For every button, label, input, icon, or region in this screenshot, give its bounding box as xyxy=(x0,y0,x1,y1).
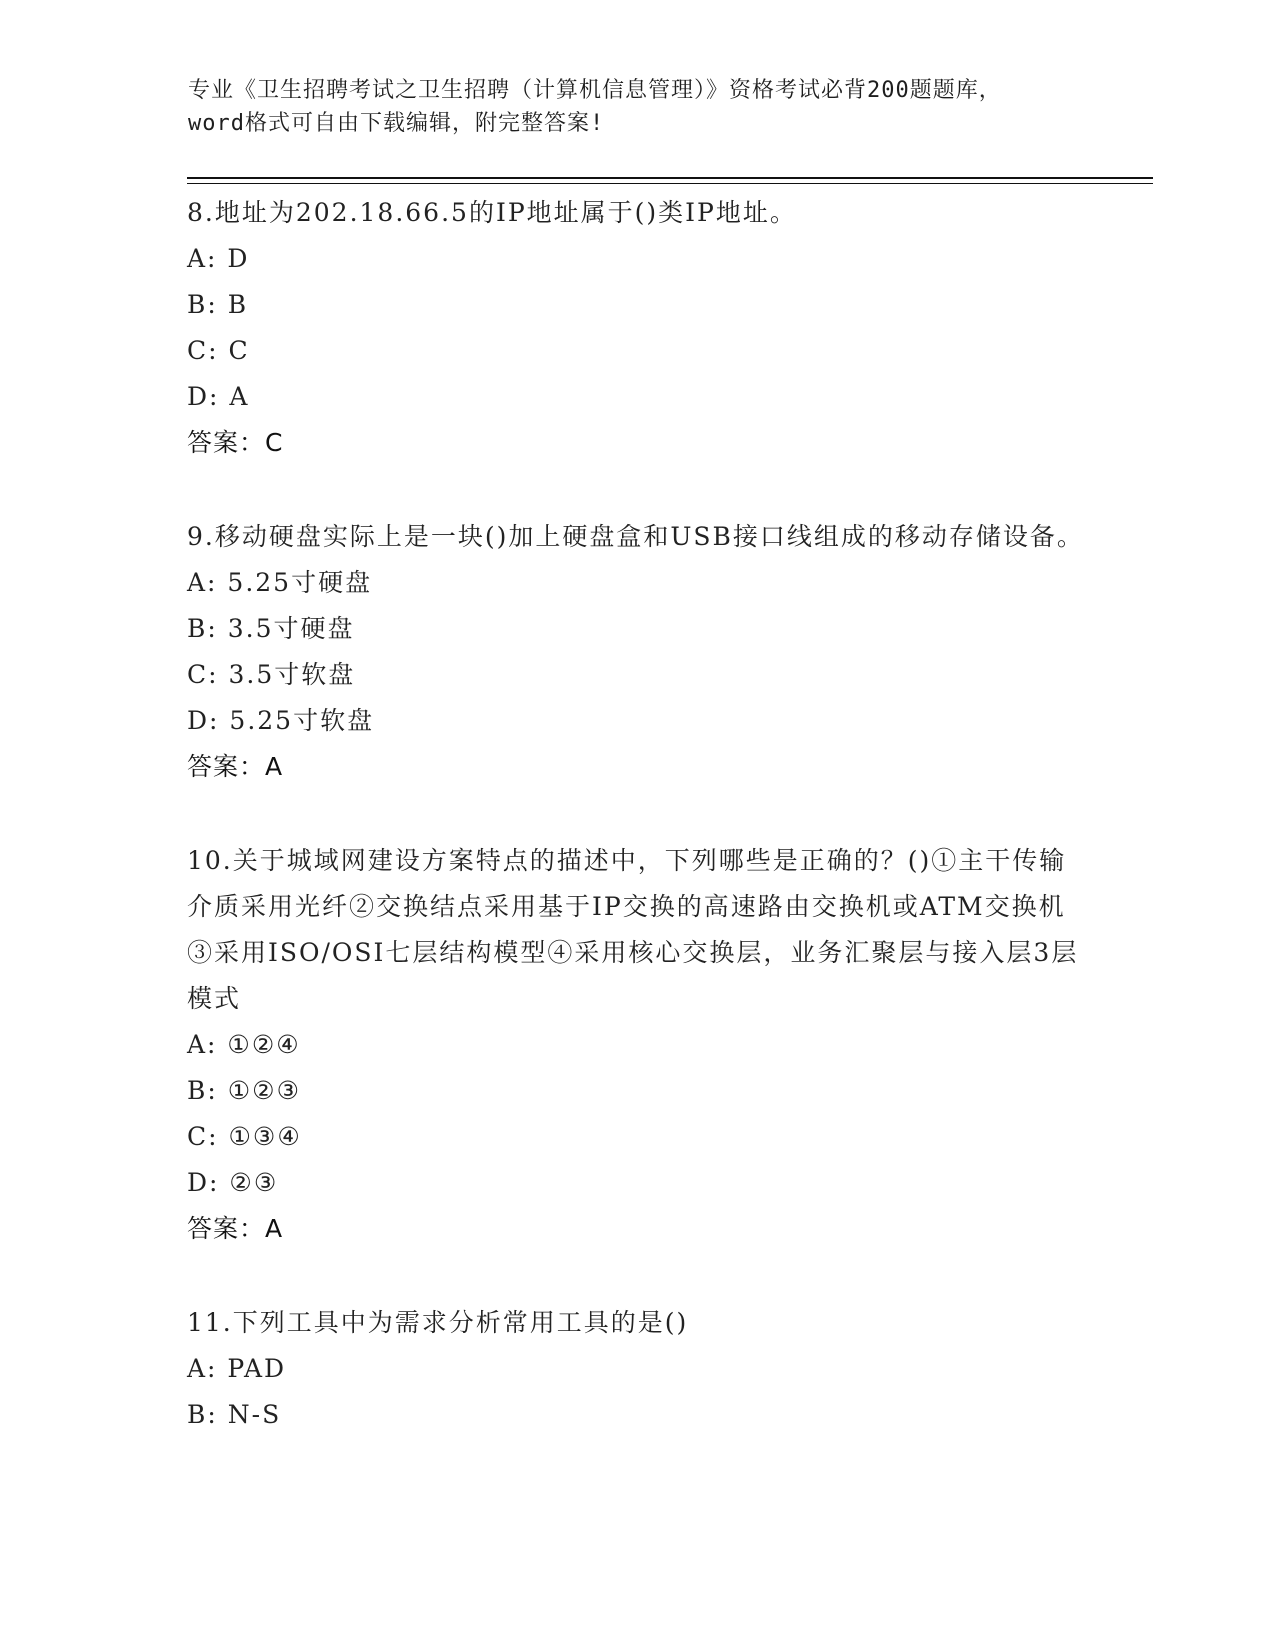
answer-line: 答案：C xyxy=(187,428,284,457)
option-b: B: B xyxy=(187,290,249,319)
option-a: A: D xyxy=(187,244,250,273)
question-stem: 8.地址为202.18.66.5的IP地址属于()类IP地址。 xyxy=(187,198,797,227)
question-stem: 11.下列工具中为需求分析常用工具的是() xyxy=(187,1308,689,1337)
document-header xyxy=(188,74,1088,140)
question-8 xyxy=(187,190,1087,466)
header-divider-thin xyxy=(187,183,1153,184)
option-d: D: A xyxy=(187,382,250,411)
question-11 xyxy=(187,1300,1087,1438)
answer-line: 答案：A xyxy=(187,752,284,781)
answer-line: 答案：A xyxy=(187,1214,284,1243)
question-list xyxy=(187,190,1087,1486)
option-a: A: 5.25寸硬盘 xyxy=(187,568,373,597)
header-divider-thick xyxy=(187,177,1153,179)
option-c: C: 3.5寸软盘 xyxy=(187,660,356,689)
option-d: D: 5.25寸软盘 xyxy=(187,706,375,735)
option-a: A: ①②④ xyxy=(187,1030,301,1059)
question-stem: 9.移动硬盘实际上是一块()加上硬盘盒和USB接口线组成的移动存储设备。 xyxy=(187,522,1084,551)
question-10 xyxy=(187,838,1087,1252)
header-line-2: word格式可自由下载编辑，附完整答案! xyxy=(188,111,605,136)
option-c: C: ①③④ xyxy=(187,1122,302,1151)
header-line-1: 专业《卫生招聘考试之卫生招聘（计算机信息管理）》资格考试必背200题题库， xyxy=(188,78,1002,103)
option-b: B: ①②③ xyxy=(187,1076,301,1105)
option-c: C: C xyxy=(187,336,250,365)
option-d: D: ②③ xyxy=(187,1168,279,1197)
question-9 xyxy=(187,514,1087,790)
option-b: B: 3.5寸硬盘 xyxy=(187,614,355,643)
option-b: B: N-S xyxy=(187,1400,282,1429)
question-stem: 10.关于城域网建设方案特点的描述中，下列哪些是正确的？()①主干传输介质采用光纤②交换结点采用基于IP交换的高速路由交换机或ATM交换机③采用ISO/OSI七层结构模型④采用核心交换层，业务汇聚层与接入层3层模式 xyxy=(187,846,1079,1013)
option-a: A: PAD xyxy=(187,1354,287,1383)
